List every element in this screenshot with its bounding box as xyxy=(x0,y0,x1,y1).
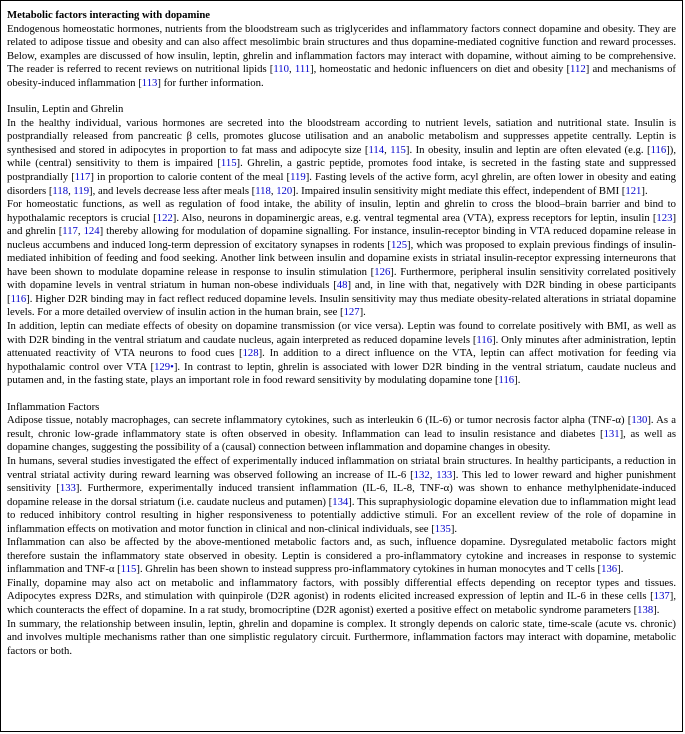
text-run: ]. In addition to a direct influence on the VTA, leptin can affect motivation for feeding via hypothalamic control over VTA [ xyxy=(7,347,676,373)
reference-link[interactable]: 125 xyxy=(391,238,408,251)
reference-link[interactable]: 123 xyxy=(656,211,673,224)
reference-link[interactable]: 115 xyxy=(220,157,237,170)
paragraph xyxy=(7,618,676,659)
text-run: Finally, dopamine may also act on metabolic and inflammatory factors, with possibly differential effects depending on receptor types and tissues. Adipocytes express D2Rs, and stimulation with quinpirole (D2R agonist) in rodents elicited increased expression of leptin and IL-6 in these cells [ xyxy=(7,576,676,603)
text-run: ]. Impaired insulin sensitivity might mediate this effect, independent of BMI [ xyxy=(292,184,626,197)
reference-link[interactable]: 116 xyxy=(476,333,493,346)
reference-link[interactable]: 117 xyxy=(62,225,78,238)
box-title: Metabolic factors interacting with dopamine xyxy=(7,9,211,21)
reference-link[interactable]: 119 xyxy=(290,171,306,184)
reference-link[interactable]: 116 xyxy=(10,292,27,305)
reference-link[interactable]: 121 xyxy=(625,184,642,197)
text-run: ]. Higher D2R binding may in fact reflect reduced dopamine levels. Insulin sensitivity may thus mediate obesity-related alterations in striatal dopamine levels. For a more detailed overview of insulin action in the human brain, see [ xyxy=(7,292,676,319)
text-run: , xyxy=(68,184,74,197)
text-run: ]. xyxy=(653,603,660,616)
text-run: In the healthy individual, various hormones are secreted into the bloodstream according to nutrient levels, satiation and nutritional state. Insulin is postprandially released from pancreatic β cells, promotes glucose utilisation and an anabolic metabolism and suppresses appetite centrally. Leptin is synthesised and stored in adipocytes in proportion to fat mass and adipocyte size [ xyxy=(7,116,676,156)
section-heading: Insulin, Leptin and Ghrelin xyxy=(7,103,124,116)
text-run: ]. This led to lower reward and higher punishment sensitivity [ xyxy=(7,468,676,495)
text-run: ]. In obesity, insulin and leptin are often elevated (e.g. [ xyxy=(405,143,651,156)
text-run: ]. Only minutes after administration, leptin attenuated reactivity of VTA neurons to food cues [ xyxy=(7,333,676,360)
reference-link[interactable]: 130 xyxy=(631,414,648,427)
text-run: Inflammation can also be affected by the above-mentioned metabolic factors and, as such, influence dopamine. Dysregulated metabolic factors might therefore sustain the inflammatory state observed in obesity. Leptin is considered a pro-inflammatory cytokine and increases in response to systemic inflammation and TNF-α [ xyxy=(7,536,676,576)
text-run: ], homeostatic and hedonic influencers on diet and obesity [ xyxy=(310,63,571,76)
reference-link[interactable]: 136 xyxy=(601,563,618,576)
reference-link[interactable]: 124 xyxy=(83,225,100,238)
text-run: ]. As a result, chronic low-grade inflammatory state is often observed in obesity. Inflammation can lead to insulin resistance and diabetes [ xyxy=(7,414,676,440)
text-run: ] in proportion to calorie content of the meal [ xyxy=(90,171,291,184)
text-run: ]. Furthermore, peripheral insulin sensitivity correlated positively with dopamine levels in ventral striatum in human non-obese individuals [ xyxy=(7,265,676,292)
paragraph xyxy=(7,536,676,577)
text-run: , xyxy=(289,63,295,76)
text-run: ], which was proposed to explain previous findings of insulin-mediated inhibition of feeding and food seeking. Another link between insulin and dopamine exists in striatal insulin-receptor expressing interneurons that have been shown to modulate dopamine release in response to insulin stimulation [ xyxy=(7,238,676,278)
reference-link[interactable]: 116 xyxy=(650,143,667,156)
text-run: ]. Ghrelin, a gastric peptide, promotes food intake, is secreted in the fasting state and suppressed postprandially [ xyxy=(7,157,676,184)
text-run: ]. xyxy=(359,306,366,319)
text-run: ], which counteracts the effect of dopamine. In a rat study, bromocriptine (D2R agonist) exerted a positive effect on metabolic syndrome parameters [ xyxy=(7,590,676,616)
reference-link[interactable]: 114 xyxy=(368,143,385,156)
reference-link[interactable]: 126 xyxy=(374,265,391,278)
text-run: ]. In contrast to leptin, ghrelin is associated with lower D2R binding in the ventral striatum, caudate nucleus and putamen and, in the fasting state, plays an important role in food reward sensitivity by modulating dopamine tone [ xyxy=(7,360,676,387)
reference-link[interactable]: 113 xyxy=(141,76,158,89)
paragraph xyxy=(7,117,676,198)
text-run: ]. Also, neurons in dopaminergic areas, e.g. ventral tegmental area (VTA), express receptors for leptin, insulin [ xyxy=(172,211,657,224)
text-run: , xyxy=(384,143,391,156)
text-run: ], and levels decrease less after meals [ xyxy=(89,184,256,197)
reference-link[interactable]: 132 xyxy=(413,468,430,481)
reference-link[interactable]: 133 xyxy=(59,482,76,495)
reference-link[interactable]: 119 xyxy=(73,184,90,197)
reference-link[interactable]: 110 xyxy=(273,63,289,76)
text-run: ]. Furthermore, experimentally induced transient inflammation (IL-6, IL-8, TNF-α) was shown to enhance methylphenidate-induced dopamine release in the dorsal striatum (i.e. caudate nucleus and putamen) [ xyxy=(7,482,677,508)
text-run: For homeostatic functions, as well as regulation of food intake, the ability of insulin, leptin and ghrelin to cross the blood–brain barrier and bind to hypothalamic receptors is crucial [ xyxy=(7,198,676,224)
reference-link[interactable]: 118 xyxy=(255,184,271,197)
section-heading: Inflammation Factors xyxy=(7,400,100,413)
reference-link[interactable]: 137 xyxy=(653,590,670,603)
reference-link[interactable]: 133 xyxy=(436,468,453,481)
reference-link[interactable]: 122 xyxy=(156,211,173,224)
text-run: ] and, in line with that, negatively with D2R binding in obese participants [ xyxy=(7,279,676,305)
text-run: Adipose tissue, notably macrophages, can secrete inflammatory cytokines, such as interleukin 6 (IL-6) or tumor necrosis factor alpha (TNF-α) [ xyxy=(7,414,632,427)
reference-link[interactable]: 111 xyxy=(294,63,311,76)
text-run: In summary, the relationship between insulin, leptin, ghrelin and dopamine is complex. It strongly depends on caloric state, time-scale (acute vs. chronic) and involves multiple mechanisms rather than one simplistic regulatory circuit. Furthermore, inflammation factors may interact with dopamine, metabolic factors or both. xyxy=(7,617,676,657)
text-run: , xyxy=(429,468,437,481)
reference-link[interactable]: 112 xyxy=(570,63,586,76)
text-run: In addition, leptin can mediate effects of obesity on dopamine transmission (or vice versa). Leptin was found to correlate positively with BMI, as well as with D2R binding in the ventral striatum and caudate nucleus, again interpreted as reduced dopamine levels [ xyxy=(7,320,676,346)
reference-link[interactable]: 135 xyxy=(434,522,451,535)
reference-link[interactable]: 48 xyxy=(336,279,348,292)
reference-link[interactable]: 127 xyxy=(343,306,360,319)
text-run: , xyxy=(270,184,277,197)
text-run: In humans, several studies investigated the effect of experimentally induced inflammation on striatal brain structures. In healthy participants, a reduction in ventral striatal activity during reward learning was observed following an increase of IL-6 [ xyxy=(7,454,676,481)
reference-link[interactable]: 134 xyxy=(332,495,349,508)
reference-link[interactable]: 116 xyxy=(498,374,515,387)
reference-link[interactable]: 138 xyxy=(637,603,654,616)
text-run: ] for further information. xyxy=(157,76,264,89)
text-run: ], as well as dopamine changes, suggesting the possibility of a (causal) connection between inflammation and dopamine changes in obesity. xyxy=(7,427,677,454)
text-run: Endogenous homeostatic hormones, nutrients from the bloodstream such as triglycerides and inflammatory factors connect dopamine and obesity. They are related to adipose tissue and obesity and can also affect mesolimbic brain structures and thus dopamine-mediated cognitive function and reward processes. Below, examples are discussed of how insulin, leptin, ghrelin and inflammation factors may interact with dopamine, without aiming to be comprehensive. The reader is referred to recent reviews on nutritional lipids [ xyxy=(7,22,676,76)
intro-paragraph xyxy=(7,23,676,91)
text-run: ]. Ghrelin has been shown to instead suppress pro-inflammatory cytokines in human monocytes and T cells [ xyxy=(136,563,602,576)
paragraph xyxy=(7,455,676,536)
reference-link[interactable]: 129• xyxy=(154,360,174,373)
paragraph xyxy=(7,320,676,388)
text-run: ]), while (central) sensitivity to them is impaired [ xyxy=(7,143,677,170)
text-run: ] thereby allowing for modulation of dopamine signalling. For instance, insulin-receptor binding in VTA reduced dopamine release in nucleus accumbens and induced long-term depression of excitatory synapses in rodents [ xyxy=(7,225,677,251)
section-insulin xyxy=(7,103,676,387)
text-run: ]. Fasting levels of the active form, acyl ghrelin, are often lower in obesity and eating disorders [ xyxy=(7,171,676,197)
section-inflammation xyxy=(7,401,676,658)
text-run: ] and mechanisms of obesity-induced inflammation [ xyxy=(7,63,676,89)
text-run: ] and ghrelin [ xyxy=(7,211,676,238)
text-run: ]. xyxy=(514,374,521,387)
paragraph xyxy=(7,414,676,455)
text-run: ]. xyxy=(617,563,624,576)
text-run: ]. This supraphysiologic dopamine elevation due to inflammation might lead to reduced inhibitory control resulting in higher responsiveness to potentially addictive stimuli. For an excellent review of the role of dopamine in inflammation effects on motivation and motor function in clinical and non-clinical individuals, see [ xyxy=(7,495,676,535)
text-run: ]. xyxy=(450,522,458,535)
reference-link[interactable]: 115 xyxy=(120,563,137,576)
reference-link[interactable]: 131 xyxy=(603,427,620,440)
paragraph xyxy=(7,198,676,320)
paragraph xyxy=(7,577,676,618)
reference-link[interactable]: 117 xyxy=(74,171,91,184)
reference-link[interactable]: 118 xyxy=(52,184,69,197)
text-run: , xyxy=(77,225,84,238)
reference-link[interactable]: 120 xyxy=(276,184,293,197)
reference-link[interactable]: 115 xyxy=(390,143,406,156)
reference-link[interactable]: 128 xyxy=(242,347,259,360)
text-run: ]. xyxy=(641,184,648,197)
